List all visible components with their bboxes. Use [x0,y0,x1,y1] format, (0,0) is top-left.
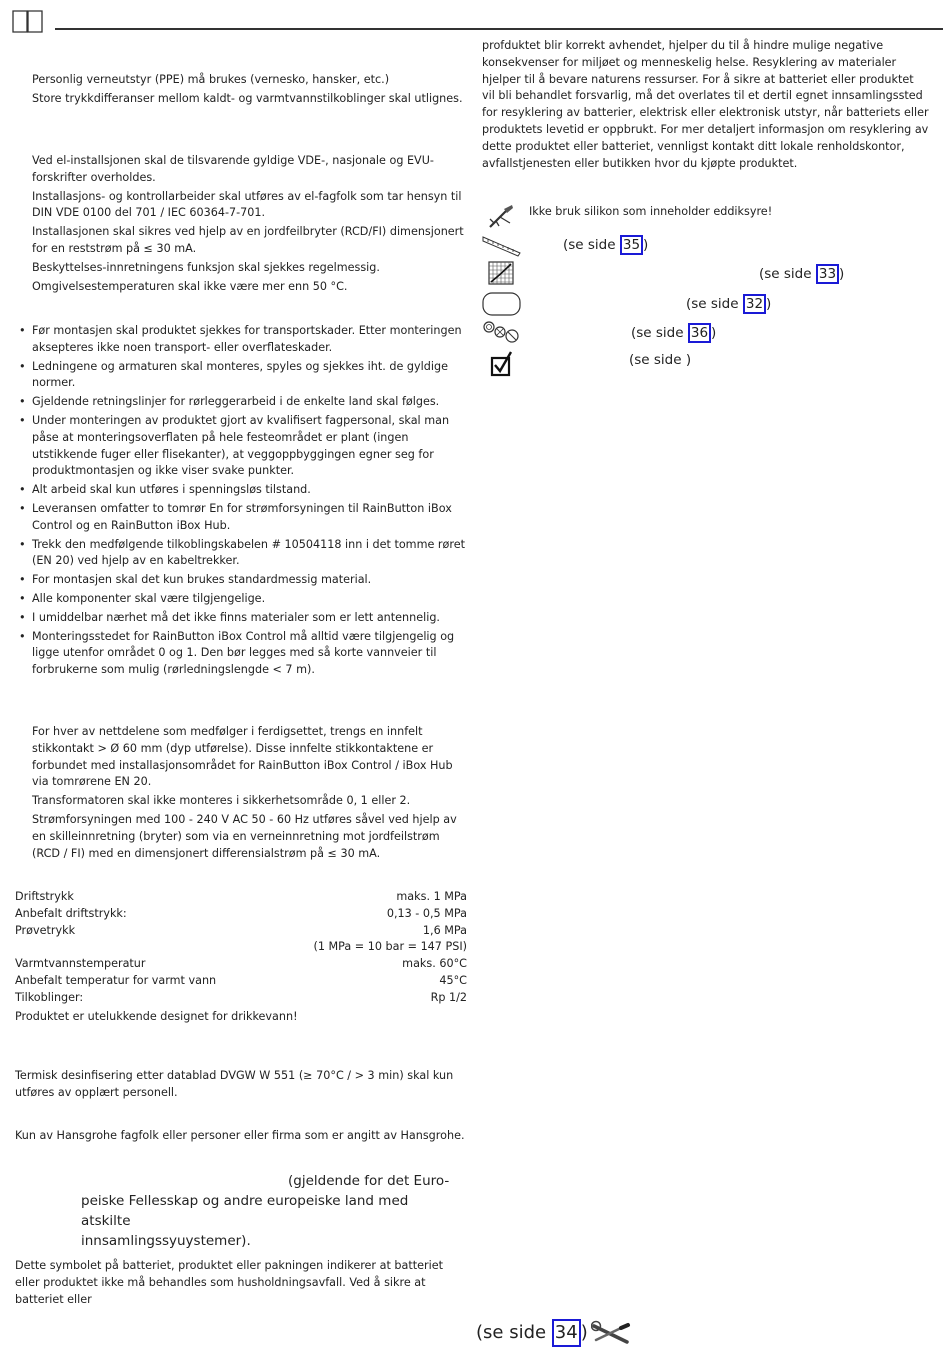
ruler-dimensions-icon [482,231,522,261]
battery-disposal-text: Dette symbolet på batteriet, produktet eller pakningen indikerer at batteriet eller produktet ikke må behandles som husholdningsavfall. Ved å sikre at batteriet eller [15,1259,443,1306]
reference-row-flow-diagram [482,260,942,286]
page-link[interactable]: 36 [688,323,711,343]
page-reference: (se side 36 ) [631,325,717,341]
spec-label: Prøvetrykk [15,923,76,937]
page-reference: (se side 33 ) [759,266,845,282]
reference-row-cleaning [482,290,942,316]
spec-label: Driftstrykk [15,890,74,903]
header-rule [55,28,943,30]
eu-line: (gjeldende for det Euro- [288,1173,450,1189]
electrical-line: Installasjons- og kontrollarbeider skal utføres av el-fagfolk som tar hensyn til DIN VDE 0100 del 701 / IEC 60364-7-701. [32,189,462,220]
list-item: • Leveransen omfatter to tomrør En for strømforsyningen til RainButton iBox Control og en RainButton iBox Hub. [19,501,469,535]
list-item: • Før montasjen skal produktet sjekkes for transportskader. Etter monteringen aksepteres ikke noen transport- eller overflateskader. [19,323,469,357]
spec-row [15,973,467,990]
spec-value: 0,13 - 0,5 MPa [386,906,467,920]
eu-line: peiske Fellesskap og andre europeiske land med atskilte [81,1193,409,1229]
spec-label: Anbefalt driftstrykk: [15,906,127,920]
list-item: • Monteringsstedet for RainButton iBox Control må alltid være tilgjengelig og ligge utenfor området 0 og 1. Den bør legges med så korte vannveier til forbrukerne som mulig (rørledningslengde < 7 m). [19,629,469,679]
safety-line: Personlig verneutstyr (PPE) må brukes (vernesko, hansker, etc.) [32,73,390,86]
list-item: • Under monteringen av produktet gjort av kvalifisert fagpersonal, skal man påse at monteringsoverflaten på hele festeområdet er plant (ingen utstikkende fuger eller flisekanter), at veggoppbyggingen egner seg for produktmontasjen og ikke viser svake punkter. [19,413,469,480]
page-reference: (se side 35 ) [563,237,649,253]
list-item: • Gjeldende retningslinjer for rørleggerarbeid i de enkelte land skal følges. [19,394,469,411]
spec-label: Varmtvannstemperatur [15,957,146,971]
spec-label: Anbefalt temperatur for varmt vann [15,973,217,987]
spec-row [15,939,467,956]
checkbox-check-icon [490,350,516,382]
eu-line: innsamlingssyuystemer). [81,1233,251,1249]
list-item: • For montasjen skal det kun brukes standardmessig material. [19,572,469,589]
list-item: • Alt arbeid skal kun utføres i spenningsløs tilstand. [19,482,469,499]
list-item: • Alle komponenter skal være tilgjengelige. [19,591,469,608]
power-line: Transformatoren skal ikke monteres i sikkerhetsområde 0, 1 eller 2. [32,794,411,808]
list-item: • I umiddelbar nærhet må det ikke finns materialer som er lett antennelig. [19,610,469,627]
spec-value: 45°C [439,973,467,987]
page-link[interactable]: 33 [816,264,839,284]
recycling-text: profduktet blir korrekt avhendet, hjelper du til å hindre mulige negative konsekvenser for miljøet og menneskelig helse. Resyklering av materialer hjelper til å bevare naturens ressurser. For å sikre at batteriet eller produktet vil bli behandlet forsvarlig, må det overlates til et dertil egnet innsamlingssted for resyklering av batterier, elektrisk eller elektronisk utstyr, når batteriets eller produktets levetid er oppbrukt. For mer detaljert informasjon om resyklering av dette produktet eller batteriet, vennligst kontakt ditt lokale renholdskontor, avfallstjenesten eller butikken hvor du kjøpte produktet. [482,39,929,170]
page-link[interactable]: 34 [552,1319,581,1347]
flow-diagram-icon [487,260,515,290]
silicone-row [486,203,946,231]
power-line: For hver av nettdelene som medfølger i ferdigsettet, trengs en innfelt stikkontakt > Ø 60 mm (dyp utførelse). Disse innfelte stikkontaktene er forbundet med installasjonsområdet for RainButton iBox Control / iBox Hub via tomrørene EN 20. [32,725,453,789]
page-reference: (se side 32 ) [686,296,772,312]
reference-row-spare-parts [482,319,942,345]
spec-row [15,906,467,923]
electrical-section [32,153,472,295]
power-supply-section [32,724,467,862]
silicone-warning: Ikke bruk silikon som inneholder eddiksyre! [529,205,773,218]
spec-row [15,956,467,973]
eu-disposal-heading [81,1171,461,1251]
safety-line: Store trykkdifferanser mellom kaldt- og varmtvannstilkoblinger skal utlignes. [32,91,463,105]
spec-value: (1 MPa = 10 bar = 147 PSI) [313,940,467,954]
page-link[interactable]: 35 [620,235,643,255]
safety-section [32,72,472,108]
list-item: • Ledningene og armaturen skal monteres, spyles og sjekkes iht. de gyldige normer. [19,359,469,393]
spare-parts-icon [482,319,522,349]
electrical-line: Beskyttelses-innretningens funksjon skal sjekkes regelmessig. [32,260,380,274]
spec-row [15,889,467,906]
electrical-line: Ved el-installsjonen skal de tilsvarende gyldige VDE-, nasjonale og EVU-forskrifter overholdes. [32,154,434,184]
service-note: Kun av Hansgrohe fagfolk eller personer eller firma som er angitt av Hansgrohe. [15,1129,465,1142]
page-link[interactable]: 32 [743,294,766,314]
page-reference: (se side ) [629,352,692,368]
list-item: • Trekk den medfølgende tilkoblingskabelen # 10504118 inn i det tomme røret (EN 20) ved hjelp av en kabeltrekker. [19,537,469,571]
spec-value: maks. 1 MPa [396,890,467,903]
reference-row-dimensions [482,231,942,257]
reference-row-test-certificate [482,350,942,376]
electrical-line: Omgivelsestemperaturen skal ikke være mer enn 50 °C. [32,279,348,293]
installation-bullet-list [19,323,469,681]
electrical-line: Installasjonen skal sikres ved hjelp av en jordfeilbryter (RCD/FI) dimensjonert for en reststrøm på ≤ 30 mA. [32,225,464,255]
spec-label: Tilkoblinger: [15,990,84,1004]
disinfection-note: Termisk desinfisering etter datablad DVGW W 551 (≥ 70°C / > 3 min) skal kun utføres av opplært personell. [15,1069,454,1099]
rounded-rectangle-icon [482,292,522,320]
spec-row [15,923,467,940]
drinking-water-note: Produktet er utelukkende designet for drikkevann! [15,1009,298,1023]
spec-row [15,990,467,1007]
spec-value: 1,6 MPa [422,923,467,937]
spec-value: maks. 60°C [402,957,467,971]
spec-value: Rp 1/2 [430,990,467,1004]
footer-reference: (se side 34 ) [476,1319,588,1347]
wrench-screwdriver-icon [591,1320,631,1350]
technical-data-table [15,889,467,1025]
manual-book-icon [11,8,45,38]
power-line: Strømforsyningen med 100 - 240 V AC 50 - 60 Hz utføres såvel ved hjelp av en skilleinnretning (bryter) som via en verneinnretning mot jordfeilstrøm (RCD / FI) med en dimensjonert differensialstrøm på ≤ 30 mA. [32,812,457,860]
